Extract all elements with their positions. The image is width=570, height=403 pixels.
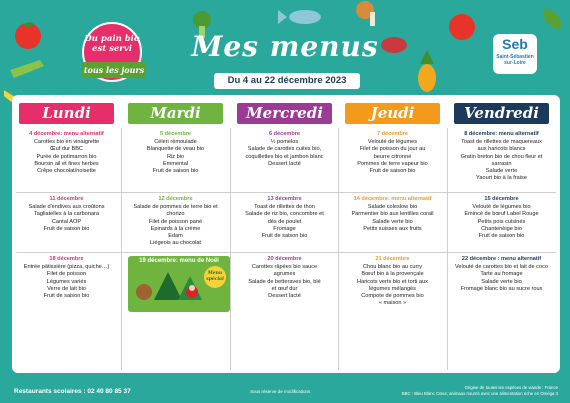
modification-note: Sous réserve de modifications xyxy=(250,389,311,394)
menu-date: 5 décembre xyxy=(159,131,192,137)
menu-item: agrumes xyxy=(273,271,296,278)
menu-item: Salade verte xyxy=(485,168,518,175)
menu-item: Toast de rillettes de maquereaux xyxy=(461,139,542,146)
menu-item: Fromage xyxy=(273,225,296,232)
logo-line-1: Saint-Sébastien xyxy=(496,54,534,60)
day-header-4: Vendredi xyxy=(454,103,549,124)
menu-item: Fruit de saison bio xyxy=(43,293,90,300)
menu-item: Carottes bio en vinaigrette xyxy=(33,139,100,146)
menu-date: 13 décembre xyxy=(267,196,302,202)
menu-item: Tarte au fromage xyxy=(480,271,523,278)
day-header-2: Mercredi xyxy=(237,103,332,124)
menu-date: 22 décembre : menu alternatif xyxy=(461,256,542,262)
logo-mark: Seb xyxy=(502,36,528,52)
menu-item: Haricots verts bio et torti aux xyxy=(357,278,428,285)
menu-item: Filet de poisson xyxy=(46,271,87,278)
menu-item: Salade de betteraves bio, blé xyxy=(248,278,321,285)
menu-cell xyxy=(14,131,119,175)
menu-item: Emmental xyxy=(162,160,189,167)
menu-cell xyxy=(232,196,337,240)
leaf-icon xyxy=(544,8,561,30)
menu-item: Fruit de saison bio xyxy=(369,168,416,175)
column-divider xyxy=(338,128,339,370)
menu-cell xyxy=(449,196,554,240)
reindeer-icon xyxy=(136,284,152,300)
pineapple-icon xyxy=(418,64,436,92)
menu-item: Carottes râpées bio sauce xyxy=(251,264,318,271)
column-divider xyxy=(230,128,231,370)
menu-item: Salade verte bio xyxy=(372,218,413,225)
menu-item: Filet de poisson du jour au xyxy=(359,146,426,153)
menu-item: Cantal AOP xyxy=(51,218,82,225)
menu-cell xyxy=(14,256,119,300)
menu-date: 12 décembre xyxy=(158,196,193,202)
menu-item: légumes mélangés xyxy=(369,285,416,292)
menu-item: chorizo xyxy=(166,211,185,218)
menu-item: coquillettes bio et jambon blanc xyxy=(245,153,324,160)
christmas-menu-title: 19 décembre: menu de Noël xyxy=(139,258,219,264)
school-phone: Restaurants scolaires : 02 40 80 85 37 xyxy=(14,388,131,395)
menu-item: Salade de riz bio, concombre et xyxy=(245,211,324,218)
page-title: Mes menus xyxy=(191,30,379,63)
menu-item: Blanquette de veau bio xyxy=(146,146,205,153)
menu-item: Petits pois cuisinés xyxy=(477,218,526,225)
fish-icon xyxy=(289,10,321,24)
menu-date: 11 décembre xyxy=(49,196,84,202)
menu-cell xyxy=(449,256,554,293)
column-divider xyxy=(121,128,122,370)
menu-item: Céleri rémoulade xyxy=(154,139,197,146)
menu-cell xyxy=(232,131,337,168)
menu-item: Entrée pâtissière (pizza, quiche…) xyxy=(23,264,110,271)
menu-date: 4 décembre: menu alternatif xyxy=(29,131,104,137)
menu-item: Parmentier bio aux lentilles corail xyxy=(351,211,434,218)
promo-line-2: est servi xyxy=(92,44,132,54)
menu-item: Velouté de légumes bio xyxy=(472,204,531,211)
date-range: Du 4 au 22 décembre 2023 xyxy=(214,73,360,89)
menu-item: Epinards à la crème xyxy=(150,225,201,232)
menu-date: 14 décembre: menu alternatif xyxy=(353,196,432,202)
menu-date: 7 décembre xyxy=(376,131,409,137)
menu-cell xyxy=(123,131,228,175)
day-header-3: Jeudi xyxy=(345,103,440,124)
city-logo xyxy=(493,34,537,74)
menu-item: Fromage blanc bio au sucre roux xyxy=(460,285,543,292)
menu-item: Salade coleslow bio xyxy=(367,204,418,211)
day-header-0: Lundi xyxy=(19,103,114,124)
row-divider xyxy=(16,252,556,253)
menu-item: Chou blanc bio au curry xyxy=(362,264,423,271)
menu-item: Toast de rillettes de thon xyxy=(254,204,315,211)
menu-cell xyxy=(340,131,445,175)
menu-item: beurre citronné xyxy=(373,153,412,160)
menu-cell xyxy=(340,196,445,233)
menu-item: aux haricots blancs xyxy=(477,146,526,153)
menu-item: dés de poulet xyxy=(267,218,302,225)
origin-line-2: BBC : Bleu Blanc Cœur, animaux nourris avec une alimentation riche en Oméga 3 xyxy=(401,391,558,396)
menu-date: 15 décembre xyxy=(484,196,519,202)
menu-item: et œuf dur xyxy=(271,285,298,292)
menu-item: ½ pomelos xyxy=(270,139,299,146)
menu-item: Riz bio xyxy=(166,153,185,160)
day-header-1: Mardi xyxy=(128,103,223,124)
menu-item: Yaourt bio à la fraise xyxy=(476,175,527,182)
menu-date: 20 décembre xyxy=(267,256,302,262)
origin-line-1: Origine de toutes les espèces de viande : France xyxy=(464,385,558,390)
menu-cell xyxy=(14,196,119,233)
menu-item: Crêpe chocolat/noisette xyxy=(37,168,96,175)
menu-item: Edam xyxy=(168,233,183,240)
origin-note xyxy=(402,385,558,397)
menu-date: 18 décembre xyxy=(49,256,84,262)
menu-item: Boursin ail et fines herbes xyxy=(34,160,99,167)
menu-item: Tagliatelles à la carbonara xyxy=(34,211,99,218)
menu-item: Dessert lacté xyxy=(268,160,301,167)
christmas-menu-card xyxy=(128,256,230,312)
menu-item: Gratin breton bio de chou fleur et xyxy=(460,153,543,160)
column-divider xyxy=(447,128,448,370)
menu-item: Filet de poisson pané xyxy=(148,218,203,225)
menu-cell xyxy=(449,131,554,182)
menu-item: Salade de pommes de terre bio et xyxy=(133,204,218,211)
menu-date: 21 décembre xyxy=(375,256,410,262)
menu-item: Fruit de saison bio xyxy=(478,233,525,240)
menu-item: Chantenèige bio xyxy=(481,225,522,232)
menu-item: Verre de lait bio xyxy=(47,285,86,292)
logo-line-2: sur-Loire xyxy=(504,60,526,66)
menu-item: Purée de potimarron bio xyxy=(36,153,97,160)
menu-item: Fruit de saison bio xyxy=(152,168,199,175)
menu-item: Liégeois au chocolat xyxy=(149,240,201,247)
menu-cell xyxy=(340,256,445,307)
promo-band: tous les jours xyxy=(82,62,146,78)
menu-item: Œuf dur BBC xyxy=(50,146,83,153)
menu-item: Salade d'endives aux croûtons xyxy=(28,204,105,211)
menu-item: Salade de carottes cuites bio, xyxy=(247,146,322,153)
menu-item: Pommes de terre vapeur bio xyxy=(357,160,428,167)
menu-item: sarrasin xyxy=(491,160,512,167)
christmas-tree-icon xyxy=(154,272,182,300)
menu-item: Légumes variés xyxy=(46,278,87,285)
row-divider xyxy=(16,192,556,193)
menu-item: Velouté de légumes xyxy=(367,139,418,146)
menu-item: Compote de pommes bio xyxy=(361,293,424,300)
menu-item: « maison » xyxy=(378,300,407,307)
menu-date: 6 décembre xyxy=(268,131,301,137)
menu-item: Salade verte bio xyxy=(481,278,522,285)
special-menu-badge: Menu spécial xyxy=(204,266,226,288)
menu-item: Dessert lacté xyxy=(268,293,301,300)
promo-line-1: Du pain bio xyxy=(84,34,140,44)
menu-item: Emincé de bœuf Label Rouge xyxy=(464,211,539,218)
menu-date: 8 décembre: menu alternatif xyxy=(464,131,539,137)
menu-item: Fruit de saison bio xyxy=(43,225,90,232)
menu-item: Fruit de saison bio xyxy=(261,233,308,240)
menu-cell xyxy=(232,256,337,300)
menu-item: Bœuf bio à la provençale xyxy=(361,271,424,278)
menu-item: Velouté de carottes bio et lait de coco xyxy=(455,264,548,271)
menu-cell xyxy=(123,196,228,247)
menu-item: Petits suisses aux fruits xyxy=(363,225,422,232)
